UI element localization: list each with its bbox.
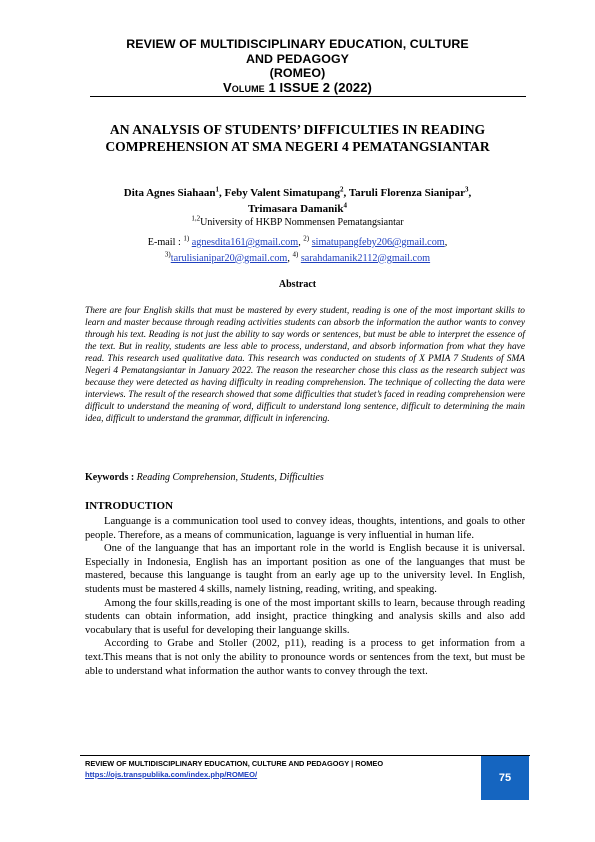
author-list: Dita Agnes Siahaan$^1$, Feby Valent Simatupang$^2$, Taruli Florenza Sianipar$^3$, Trimasara Damanik$^4$	[123, 185, 472, 215]
email-link[interactable]: tarulisianipar20@gmail.com	[170, 252, 288, 264]
author-name: Taruli Florenza Sianipar	[348, 187, 465, 199]
keywords-value: Reading Comprehension, Students, Difficulties	[136, 472, 324, 483]
email-sup: 3)	[164, 250, 171, 259]
paragraph: One of the languange that has an important role in the world is English because it is universal. Especially in Indonesia, English has an important position as one of the languanges that must be mastered, because this languange is taught from an early age up to the university level. In English, students must be mastered 4 skills, namely listning, reading, writing, and speaking.	[85, 543, 525, 595]
footer-url-link[interactable]: https://ojs.transpublika.com/index.php/ROMEO/	[85, 770, 258, 779]
abstract-heading: Abstract	[278, 279, 317, 290]
affiliation-sup: 1,2	[191, 214, 201, 223]
author-name: Trimasara Damanik	[248, 203, 344, 215]
email-link[interactable]: simatupangfeby206@gmail.com	[311, 237, 445, 248]
journal-name-line1: REVIEW OF MULTIDISCIPLINARY EDUCATION, CULTURE	[126, 37, 469, 51]
page-number: 75	[498, 772, 512, 784]
author-name: Dita Agnes Siahaan	[123, 187, 216, 199]
paper-title	[70, 121, 525, 155]
title-line1: AN ANALYSIS OF STUDENTS’ DIFFICULTIES IN READING	[109, 122, 486, 137]
email-list: E-mail : $^{1)}$ agnesdita161@gmail.com, $^{2)}$ simatupangfeby206@gmail.com, $^{3)}$tarulisianipar20@gmail.com, $^{4)}$ sarahdamanik2112@gmail.com	[147, 234, 448, 264]
email-sup: 1)	[183, 234, 190, 243]
email-sup: 4)	[292, 250, 299, 259]
paragraph: Languange is a communication tool used to convey ideas, thoughts, intentions, and goals to other people. Therefore, as a means of communication, laguange is very influential in human life.	[85, 516, 525, 541]
keywords	[85, 472, 525, 483]
introduction-body	[85, 515, 525, 678]
keywords-label: Keywords :	[85, 472, 137, 483]
footer-divider	[80, 755, 530, 756]
email-label: E-mail :	[147, 237, 184, 248]
author-sup: 3	[464, 185, 469, 194]
section-heading-introduction: INTRODUCTION	[85, 500, 174, 512]
affiliation-name: University of HKBP Nommensen Pematangsiantar	[200, 217, 404, 228]
title-line2: COMPREHENSION AT SMA NEGERI 4 PEMATANGSIANTAR	[105, 139, 490, 154]
paragraph: According to Grabe and Stoller (2002, p11), reading is a process to get information from a text.This means that is not only the ability to pronounce words or sentences from the text, but must be able to understand what information the author wants to convey through the text.	[85, 638, 525, 677]
footer-journal-name: REVIEW OF MULTIDISCIPLINARY EDUCATION, CULTURE AND PEDAGOGY | ROMEO	[85, 759, 384, 768]
author-name: Feby Valent Simatupang	[224, 187, 341, 199]
header-divider	[90, 96, 526, 97]
journal-header	[60, 37, 535, 95]
author-sup: 1	[215, 185, 219, 194]
email-link[interactable]: agnesdita161@gmail.com	[191, 237, 299, 248]
email-link[interactable]: sarahdamanik2112@gmail.com	[300, 252, 431, 264]
page-number-box	[481, 756, 529, 800]
journal-volume: Volume 1 ISSUE 2 (2022)	[223, 79, 372, 95]
author-sup: 4	[343, 201, 347, 210]
abstract-text: There are four English skills that must be mastered by every student, reading is one of the most important skills to learn and master because through reading activities students can absorb the information the author wants to convey through his text. Reading is not just the ability to say words or sentences, but must be able to interpret the essence of the text. But in reality, students are less able to process, understand, and absorb information from what they have read. This research used qualitative data. This research was conducted on students of X PMIA 7 Students of SMA Negeri 4 Pematangsiantar in January 2022. The reason the researcher chose this class as the research subject was because they were detected as having difficulty in reading comprehension. The technique of collecting the data were interviews. The result of the research showed that some difficulties that studet’s faced in reading comprehension were difficult to understand the meaning of word, difficult to understand long sentence, difficult to determining the main idea, difficult to understand the grammar, difficult in inferencing.	[85, 306, 525, 425]
paragraph: Among the four skills,reading is one of the most important skills to learn, because through reading students can obtain information, add insight, practice thingking and analysis skills and also add vocabulary that is useful for developing their languange skills.	[85, 597, 525, 636]
journal-name-line2: AND PEDAGOGY	[245, 51, 350, 66]
email-sup: 2)	[303, 234, 310, 243]
affiliation	[85, 216, 510, 229]
journal-abbrev: (ROMEO)	[269, 66, 326, 80]
author-sup: 2	[340, 185, 344, 194]
